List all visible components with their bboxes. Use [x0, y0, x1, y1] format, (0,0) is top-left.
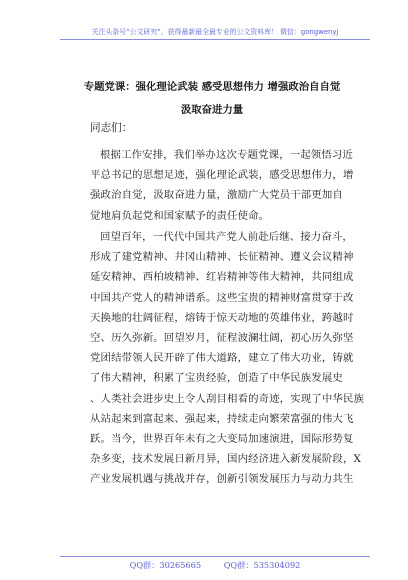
paragraph-2 [90, 227, 365, 489]
paragraph-line: 从站起来到富起来、强起来，持续走向繁荣富强的伟大飞 [90, 412, 354, 425]
page-header: 关注头条号“公文研究”，获得最新最全最专业的公文资料库！ 微信：gongwenyj [91, 28, 339, 36]
title-line-1: 专题党课：强化理论武装 感受思想伟力 增强政治自自觉 [83, 81, 341, 93]
footer-qq-group-2: QQ群：535304092 [223, 560, 301, 570]
paragraph-line: 天换地的壮阔征程，熔铸于惊天动地的英雄伟业，跨越时 [90, 311, 354, 324]
paragraph-line: 跃。当今，世界百年未有之大变局加速演进，国际形势复 [90, 432, 354, 445]
header-divider [60, 39, 370, 40]
salutation: 同志们： [90, 122, 133, 134]
paragraph-line: 杂多变，技术发展日新月异，国内经济进入新发展阶段，X [90, 453, 362, 466]
paragraph-line: 强政治自觉，汲取奋进力量，激励广大党员干部更加自 [90, 189, 343, 202]
paragraph-line: 、人类社会进步史上令人刮目相看的奇迹，实现了中华民族 [90, 392, 365, 405]
paragraph-line: 延安精神、西柏坡精神、红岩精神等伟大精神，共同组成 [90, 271, 354, 284]
paragraph-1 [90, 145, 354, 226]
paragraph-line: 党团结带领人民开辟了伟大道路，建立了伟大功业，铸就 [90, 352, 354, 365]
footer-divider [60, 556, 370, 557]
paragraph-line: 了伟大精神，积累了宝贵经验，创造了中华民族发展史 [90, 372, 343, 385]
paragraph-line: 中国共产党人的精神谱系。这些宝贵的精神财富贯穿于改 [90, 291, 354, 304]
paragraph-line: 根据工作安排，我们举办这次专题党课，一起领悟习近 [100, 149, 353, 161]
paragraph-line: 产业发展机遇与挑战并存，创新引领发展压力与动力共生 [90, 473, 354, 486]
paragraph-line: 空、历久弥新。回望岁月，征程波澜壮阔，初心历久弥坚 [90, 331, 354, 344]
paragraph-line: 平总书记的思想足迹，强化理论武装，感受思想伟力，增 [90, 169, 354, 182]
document-title [62, 76, 362, 122]
paragraph-line: 回望百年，一代代中国共产党人前赴后继、接力奋斗， [100, 231, 353, 243]
page-footer [60, 560, 370, 571]
footer-qq-group-1: QQ群：30265665 [129, 560, 202, 570]
title-line-2: 汲取奋进力量 [180, 104, 244, 116]
paragraph-line: 觉地肩负起党和国家赋予的责任使命。 [90, 209, 270, 222]
paragraph-line: 形成了建党精神、井冈山精神、长征精神、遵义会议精神 [90, 251, 354, 264]
